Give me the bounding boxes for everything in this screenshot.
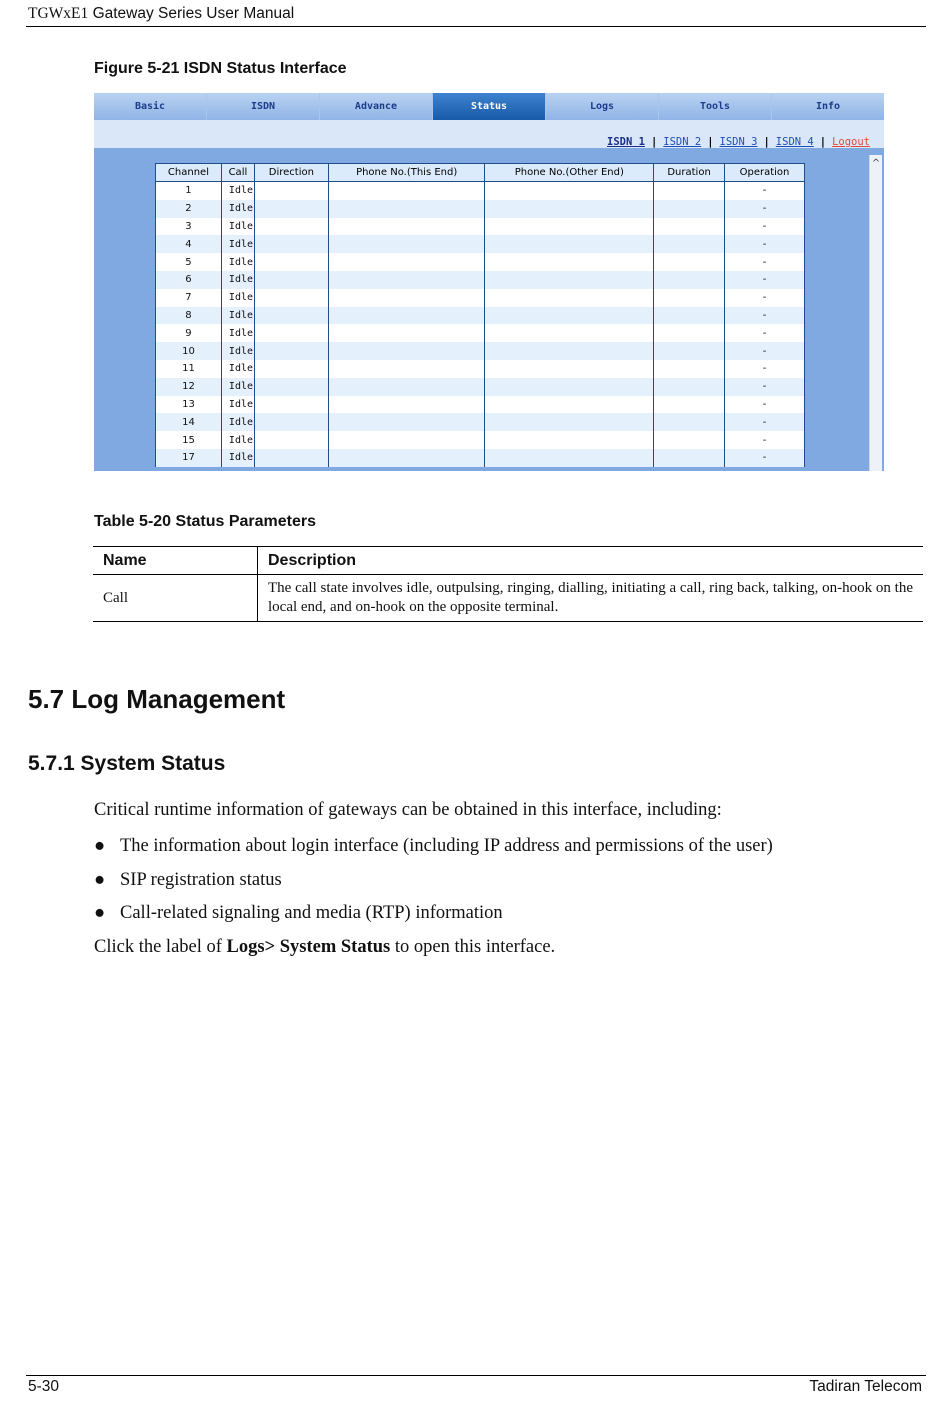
- table-row: [156, 449, 805, 467]
- operation-cell: -: [725, 360, 805, 378]
- link-separator: |: [650, 136, 658, 148]
- phone-other-end-cell: [485, 307, 654, 325]
- params-header-name: Name: [93, 547, 258, 575]
- list-item: [94, 870, 282, 891]
- operation-cell: -: [725, 324, 805, 342]
- phone-other-end-cell: [485, 182, 654, 200]
- channel-table-body: [156, 182, 805, 467]
- phone-this-end-cell: [328, 289, 485, 307]
- instruction-suffix: to open this interface.: [390, 937, 556, 957]
- duration-cell: [654, 218, 725, 236]
- link-isdn-2[interactable]: ISDN 2: [663, 136, 702, 148]
- direction-cell: [254, 235, 328, 253]
- operation-cell: -: [725, 271, 805, 289]
- direction-cell: [254, 307, 328, 325]
- duration-cell: [654, 342, 725, 360]
- phone-this-end-cell: [328, 413, 485, 431]
- call-cell: Idle: [221, 218, 254, 236]
- operation-cell: -: [725, 289, 805, 307]
- call-cell: Idle: [221, 324, 254, 342]
- table-row: [156, 271, 805, 289]
- call-cell: Idle: [221, 396, 254, 414]
- duration-cell: [654, 413, 725, 431]
- table-row: [156, 253, 805, 271]
- direction-cell: [254, 449, 328, 467]
- phone-other-end-cell: [485, 449, 654, 467]
- phone-other-end-cell: [485, 271, 654, 289]
- footer-company: Tadiran Telecom: [809, 1378, 922, 1395]
- phone-this-end-cell: [328, 218, 485, 236]
- operation-cell: -: [725, 235, 805, 253]
- phone-other-end-cell: [485, 218, 654, 236]
- operation-cell: -: [725, 342, 805, 360]
- channel-cell: 2: [156, 200, 222, 218]
- operation-cell: -: [725, 253, 805, 271]
- col-header-operation: Operation: [725, 164, 805, 182]
- call-cell: Idle: [221, 200, 254, 218]
- nav-tab-logs[interactable]: Logs: [546, 93, 659, 120]
- duration-cell: [654, 378, 725, 396]
- direction-cell: [254, 342, 328, 360]
- isdn-links: [607, 136, 870, 148]
- channel-cell: 11: [156, 360, 222, 378]
- table-caption: Table 5-20 Status Parameters: [94, 513, 317, 530]
- channel-cell: 5: [156, 253, 222, 271]
- call-cell: Idle: [221, 253, 254, 271]
- section-heading: 5.7 Log Management: [28, 684, 286, 714]
- col-header-channel: Channel: [156, 164, 222, 182]
- nav-tab-status[interactable]: Status: [433, 93, 546, 120]
- table-row: [156, 396, 805, 414]
- table-row: [156, 200, 805, 218]
- table-row: [156, 413, 805, 431]
- phone-this-end-cell: [328, 378, 485, 396]
- bullet-text: Call-related signaling and media (RTP) information: [120, 903, 503, 923]
- bullet-text: SIP registration status: [120, 870, 282, 890]
- duration-cell: [654, 431, 725, 449]
- footer-rule: [26, 1375, 926, 1376]
- link-isdn-3[interactable]: ISDN 3: [719, 136, 758, 148]
- direction-cell: [254, 253, 328, 271]
- channel-cell: 1: [156, 182, 222, 200]
- operation-cell: -: [725, 200, 805, 218]
- phone-this-end-cell: [328, 449, 485, 467]
- channel-cell: 13: [156, 396, 222, 414]
- channel-cell: 10: [156, 342, 222, 360]
- channel-cell: 4: [156, 235, 222, 253]
- params-header-row: [93, 547, 923, 575]
- duration-cell: [654, 182, 725, 200]
- phone-other-end-cell: [485, 342, 654, 360]
- nav-tab-isdn[interactable]: ISDN: [207, 93, 320, 120]
- phone-this-end-cell: [328, 235, 485, 253]
- channel-table: [155, 163, 805, 467]
- phone-this-end-cell: [328, 182, 485, 200]
- channel-cell: 9: [156, 324, 222, 342]
- intro-paragraph: Critical runtime information of gateways can be obtained in this interface, including:: [94, 800, 722, 820]
- call-cell: Idle: [221, 271, 254, 289]
- header-rule: [26, 26, 926, 27]
- phone-this-end-cell: [328, 200, 485, 218]
- operation-cell: -: [725, 378, 805, 396]
- operation-cell: -: [725, 396, 805, 414]
- direction-cell: [254, 200, 328, 218]
- phone-other-end-cell: [485, 324, 654, 342]
- scroll-up-icon[interactable]: ^: [871, 158, 881, 169]
- nav-tab-tools[interactable]: Tools: [659, 93, 772, 120]
- call-cell: Idle: [221, 413, 254, 431]
- table-row: [93, 575, 923, 622]
- table-row: [156, 307, 805, 325]
- phone-this-end-cell: [328, 342, 485, 360]
- nav-tab-info[interactable]: Info: [772, 93, 884, 120]
- col-header-phone-other-end: Phone No.(Other End): [485, 164, 654, 182]
- figure-caption: Figure 5-21 ISDN Status Interface: [94, 60, 347, 77]
- channel-cell: 15: [156, 431, 222, 449]
- phone-this-end-cell: [328, 360, 485, 378]
- nav-tab-basic[interactable]: Basic: [94, 93, 207, 120]
- phone-other-end-cell: [485, 431, 654, 449]
- direction-cell: [254, 378, 328, 396]
- duration-cell: [654, 396, 725, 414]
- operation-cell: -: [725, 307, 805, 325]
- link-separator: |: [763, 136, 770, 148]
- operation-cell: -: [725, 218, 805, 236]
- col-header-direction: Direction: [254, 164, 328, 182]
- direction-cell: [254, 218, 328, 236]
- param-name: Call: [93, 575, 258, 622]
- channel-cell: 7: [156, 289, 222, 307]
- direction-cell: [254, 271, 328, 289]
- channel-cell: 14: [156, 413, 222, 431]
- table-row: [156, 431, 805, 449]
- operation-cell: -: [725, 182, 805, 200]
- channel-cell: 6: [156, 271, 222, 289]
- link-isdn-4[interactable]: ISDN 4: [775, 136, 814, 148]
- instruction-prefix: Click the label of: [94, 937, 227, 957]
- col-header-call: Call: [221, 164, 254, 182]
- phone-this-end-cell: [328, 271, 485, 289]
- table-row: [156, 324, 805, 342]
- table-row: [156, 342, 805, 360]
- phone-other-end-cell: [485, 253, 654, 271]
- call-cell: Idle: [221, 289, 254, 307]
- phone-other-end-cell: [485, 378, 654, 396]
- phone-other-end-cell: [485, 413, 654, 431]
- instruction-paragraph: [94, 937, 555, 958]
- channel-cell: 17: [156, 449, 222, 467]
- logout-link[interactable]: Logout: [832, 136, 870, 148]
- link-separator: |: [819, 136, 827, 148]
- duration-cell: [654, 449, 725, 467]
- bullet-icon: ●: [94, 870, 106, 890]
- phone-this-end-cell: [328, 431, 485, 449]
- table-row: [156, 289, 805, 307]
- duration-cell: [654, 324, 725, 342]
- duration-cell: [654, 253, 725, 271]
- header-model: TGWxE1: [28, 5, 89, 22]
- footer-page-number: 5-30: [28, 1378, 60, 1395]
- phone-other-end-cell: [485, 360, 654, 378]
- scrollbar[interactable]: [869, 155, 882, 471]
- header-title: Gateway Series User Manual: [88, 5, 295, 22]
- duration-cell: [654, 360, 725, 378]
- bullet-icon: ●: [94, 836, 106, 856]
- direction-cell: [254, 360, 328, 378]
- phone-this-end-cell: [328, 253, 485, 271]
- nav-bar: [94, 93, 884, 120]
- duration-cell: [654, 235, 725, 253]
- link-separator: |: [707, 136, 714, 148]
- call-cell: Idle: [221, 360, 254, 378]
- call-cell: Idle: [221, 378, 254, 396]
- call-cell: Idle: [221, 307, 254, 325]
- duration-cell: [654, 200, 725, 218]
- phone-this-end-cell: [328, 324, 485, 342]
- nav-tab-advance[interactable]: Advance: [320, 93, 433, 120]
- phone-other-end-cell: [485, 200, 654, 218]
- col-header-phone-this-end: Phone No.(This End): [328, 164, 485, 182]
- direction-cell: [254, 431, 328, 449]
- channel-table-header: [156, 164, 805, 182]
- param-description: The call state involves idle, outpulsing, ringing, dialling, initiating a call, ring back, talking, on-hook on the local end, and on-hook on the opposite terminal.: [258, 575, 924, 622]
- channel-cell: 12: [156, 378, 222, 396]
- list-item: [94, 903, 503, 924]
- direction-cell: [254, 413, 328, 431]
- operation-cell: -: [725, 413, 805, 431]
- page-header: [28, 5, 294, 23]
- direction-cell: [254, 182, 328, 200]
- operation-cell: -: [725, 431, 805, 449]
- phone-other-end-cell: [485, 289, 654, 307]
- col-header-duration: Duration: [654, 164, 725, 182]
- table-row: [156, 378, 805, 396]
- call-cell: Idle: [221, 182, 254, 200]
- direction-cell: [254, 289, 328, 307]
- phone-this-end-cell: [328, 396, 485, 414]
- params-header-description: Description: [258, 547, 924, 575]
- channel-cell: 3: [156, 218, 222, 236]
- table-row: [156, 182, 805, 200]
- duration-cell: [654, 271, 725, 289]
- phone-this-end-cell: [328, 307, 485, 325]
- duration-cell: [654, 307, 725, 325]
- phone-other-end-cell: [485, 235, 654, 253]
- isdn-status-screenshot: [94, 93, 884, 471]
- bullet-icon: ●: [94, 903, 106, 923]
- channel-cell: 8: [156, 307, 222, 325]
- direction-cell: [254, 396, 328, 414]
- list-item: [94, 836, 773, 857]
- call-cell: Idle: [221, 449, 254, 467]
- call-cell: Idle: [221, 431, 254, 449]
- direction-cell: [254, 324, 328, 342]
- status-parameters-table: [93, 546, 923, 622]
- table-row: [156, 218, 805, 236]
- bullet-text: The information about login interface (including IP address and permissions of the user): [120, 836, 773, 856]
- duration-cell: [654, 289, 725, 307]
- table-row: [156, 235, 805, 253]
- table-row: [156, 360, 805, 378]
- phone-other-end-cell: [485, 396, 654, 414]
- operation-cell: -: [725, 449, 805, 467]
- instruction-menu-path: Logs> System Status: [226, 937, 391, 957]
- subsection-heading: 5.7.1 System Status: [28, 752, 226, 775]
- call-cell: Idle: [221, 235, 254, 253]
- call-cell: Idle: [221, 342, 254, 360]
- link-isdn-1[interactable]: ISDN 1: [607, 136, 645, 148]
